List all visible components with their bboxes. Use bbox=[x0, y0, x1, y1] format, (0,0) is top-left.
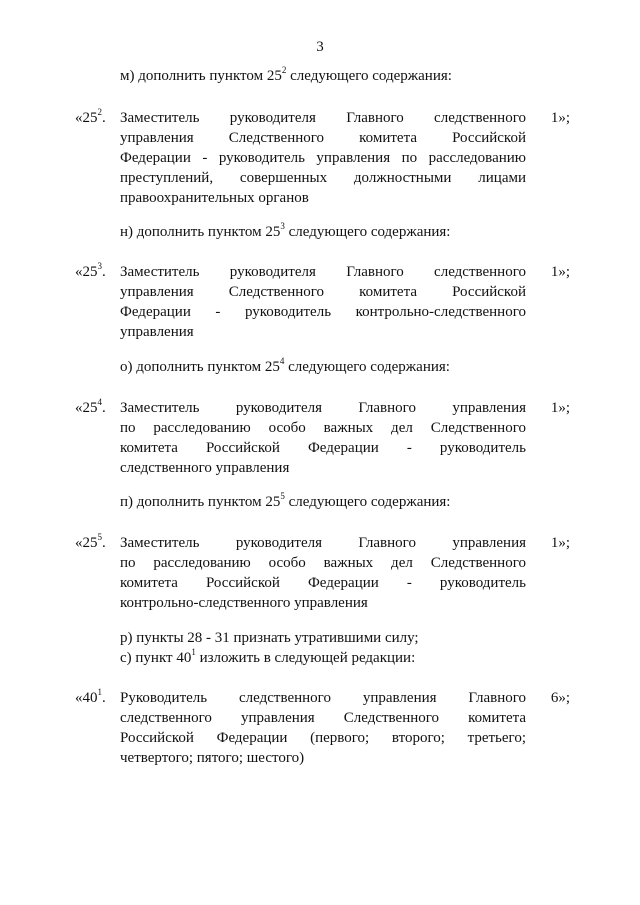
entry-number: «$25^5$. bbox=[75, 532, 106, 551]
entry-description: Заместитель руководителя Главного управления по расследованию особо важных дел Следственного комитета Российской Федерации - руководитель следственного управления bbox=[120, 400, 526, 476]
entry-description: Заместитель руководителя Главного управления по расследованию особо важных дел Следственного комитета Российской Федерации - руководитель контрольно-следственного управления bbox=[120, 535, 526, 611]
instruction-s: с) пункт $40^1$ изложить в следующей редакции: bbox=[120, 647, 416, 666]
instruction-o: о) дополнить пунктом $25^4$ следующего содержания: bbox=[120, 356, 450, 375]
entry-description: Заместитель руководителя Главного следственного управления Следственного комитета Российской Федерации - руководитель управления по расследованию преступлений, совершенных должностными лицами правоохранительных органов bbox=[120, 110, 526, 206]
instruction-m: м) дополнить пунктом $25^2$ следующего содержания: bbox=[120, 65, 452, 84]
entry-description: Заместитель руководителя Главного следственного управления Следственного комитета Российской Федерации - руководитель контрольно-следственного управления bbox=[120, 264, 526, 340]
instruction-n: н) дополнить пунктом $25^3$ следующего содержания: bbox=[120, 221, 451, 240]
entry-25-4 bbox=[75, 398, 570, 478]
entry-40-1 bbox=[75, 688, 570, 768]
entry-number: «$25^4$. bbox=[75, 397, 106, 416]
page-number: 3 bbox=[316, 39, 324, 55]
entry-quantity: 1»; bbox=[550, 110, 570, 126]
entry-description: Руководитель следственного управления Главного следственного управления Следственного комитета Российской Федерации (первого; второго; третьего; четвертого; пятого; шестого) bbox=[120, 690, 526, 766]
instruction-r: р) пункты 28 - 31 признать утратившими силу; bbox=[120, 630, 419, 646]
entry-number: «$25^3$. bbox=[75, 261, 106, 280]
entry-25-3 bbox=[75, 262, 570, 342]
entry-number: «$25^2$. bbox=[75, 107, 106, 126]
entry-number: «$40^1$. bbox=[75, 687, 106, 706]
entry-25-2 bbox=[75, 108, 570, 208]
entry-quantity: 1»; bbox=[550, 535, 570, 551]
entry-25-5 bbox=[75, 533, 570, 613]
entry-quantity: 1»; bbox=[550, 400, 570, 416]
instruction-p: п) дополнить пунктом $25^5$ следующего содержания: bbox=[120, 491, 451, 510]
entry-quantity: 6»; bbox=[550, 690, 570, 706]
entry-quantity: 1»; bbox=[550, 264, 570, 280]
